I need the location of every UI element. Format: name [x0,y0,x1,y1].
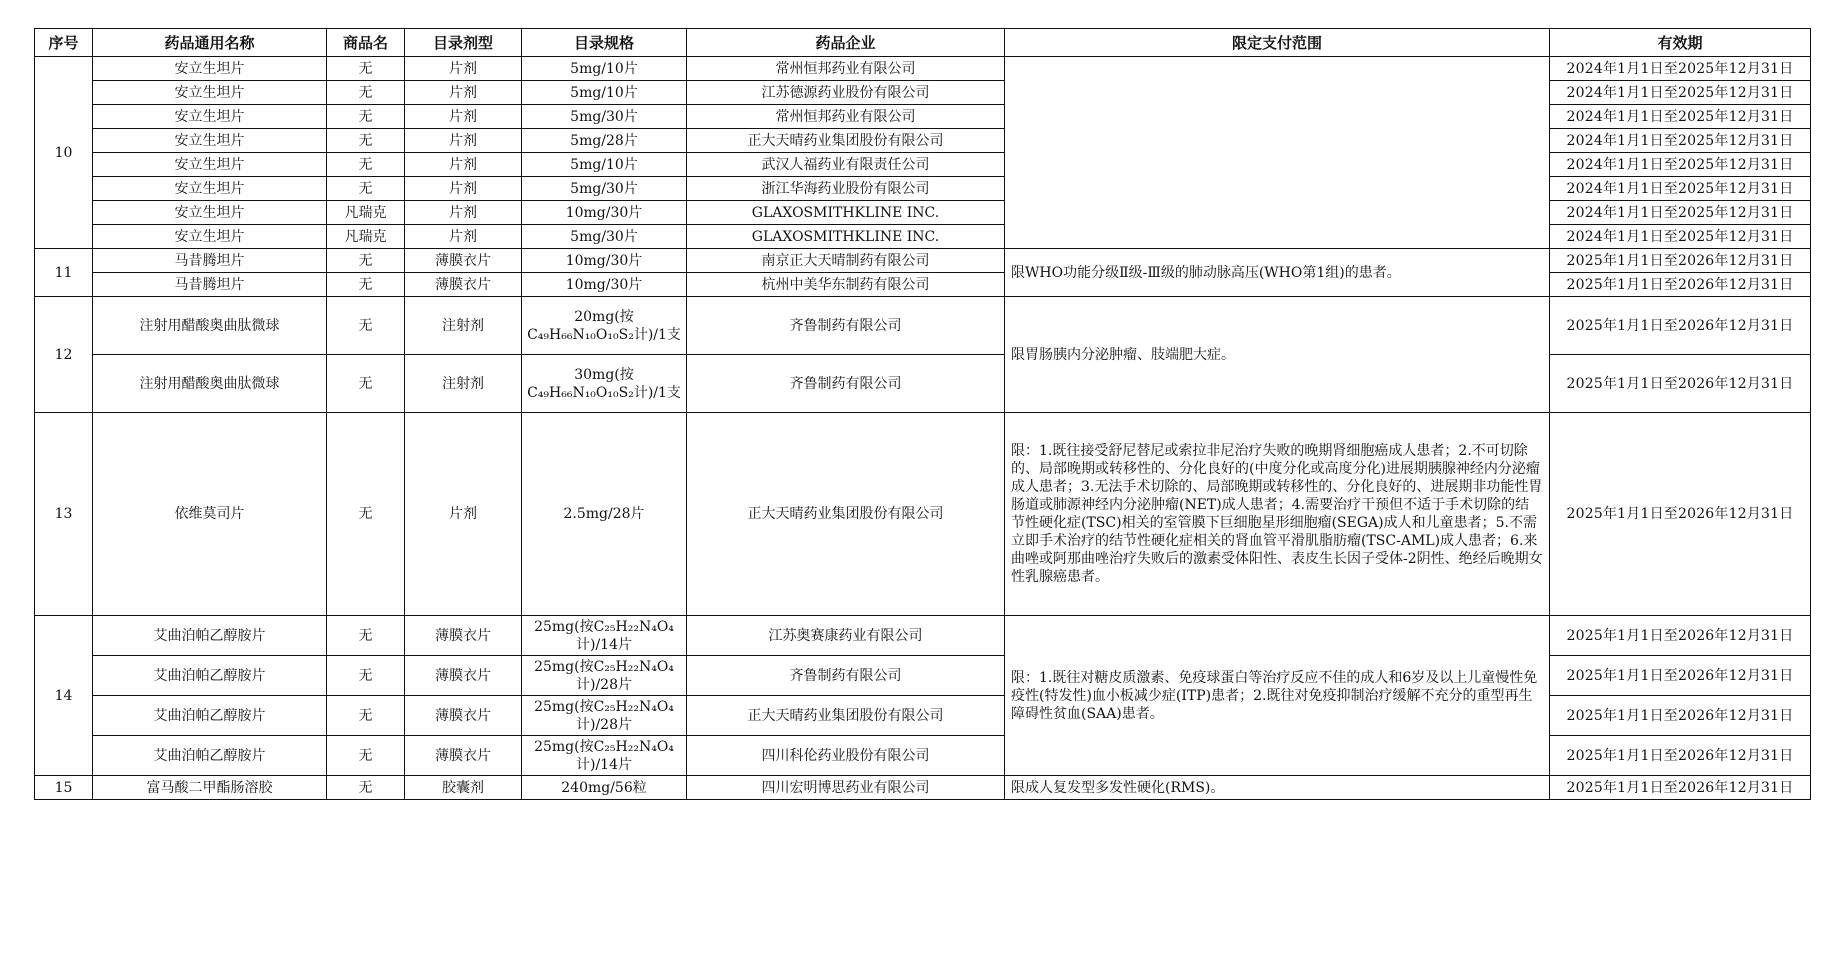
generic-name-cell: 富马酸二甲酯肠溶胶 [93,776,327,800]
table-row [35,776,1811,800]
company-cell: 浙江华海药业股份有限公司 [687,177,1005,201]
validity-cell: 2024年1月1日至2025年12月31日 [1550,105,1811,129]
dosage-form-cell: 薄膜衣片 [405,273,522,297]
header-dosage-form: 目录剂型 [405,29,522,57]
validity-cell: 2025年1月1日至2026年12月31日 [1550,355,1811,413]
spec-cell: 25mg(按C₂₅H₂₂N₄O₄计)/14片 [522,736,687,776]
table-row [35,249,1811,273]
brand-name-cell: 无 [327,129,405,153]
company-cell: 南京正大天晴制药有限公司 [687,249,1005,273]
validity-cell: 2025年1月1日至2026年12月31日 [1550,696,1811,736]
header-validity: 有效期 [1550,29,1811,57]
company-cell: 江苏德源药业股份有限公司 [687,81,1005,105]
validity-cell: 2025年1月1日至2026年12月31日 [1550,616,1811,656]
company-cell: GLAXOSMITHKLINE INC. [687,201,1005,225]
dosage-form-cell: 片剂 [405,225,522,249]
spec-cell: 240mg/56粒 [522,776,687,800]
generic-name-cell: 安立生坦片 [93,57,327,81]
validity-cell: 2024年1月1日至2025年12月31日 [1550,153,1811,177]
brand-name-cell: 凡瑞克 [327,225,405,249]
generic-name-cell: 安立生坦片 [93,105,327,129]
brand-name-cell: 无 [327,696,405,736]
brand-name-cell: 无 [327,177,405,201]
spec-cell: 5mg/10片 [522,57,687,81]
dosage-form-cell: 薄膜衣片 [405,249,522,273]
dosage-form-cell: 薄膜衣片 [405,736,522,776]
brand-name-cell: 无 [327,297,405,355]
generic-name-cell: 依维莫司片 [93,413,327,616]
header-payment-limit: 限定支付范围 [1005,29,1550,57]
spec-cell: 10mg/30片 [522,273,687,297]
header-generic-name: 药品通用名称 [93,29,327,57]
brand-name-cell: 无 [327,57,405,81]
validity-cell: 2024年1月1日至2025年12月31日 [1550,81,1811,105]
spec-cell: 30mg(按C₄₉H₆₆N₁₀O₁₀S₂计)/1支 [522,355,687,413]
generic-name-cell: 马昔腾坦片 [93,249,327,273]
company-cell: 常州恒邦药业有限公司 [687,105,1005,129]
dosage-form-cell: 片剂 [405,153,522,177]
header-spec: 目录规格 [522,29,687,57]
brand-name-cell: 无 [327,273,405,297]
dosage-form-cell: 片剂 [405,57,522,81]
validity-cell: 2025年1月1日至2026年12月31日 [1550,249,1811,273]
dosage-form-cell: 片剂 [405,201,522,225]
generic-name-cell: 安立生坦片 [93,153,327,177]
spec-cell: 25mg(按C₂₅H₂₂N₄O₄计)/28片 [522,656,687,696]
company-cell: 正大天晴药业集团股份有限公司 [687,413,1005,616]
brand-name-cell: 凡瑞克 [327,201,405,225]
header-brand-name: 商品名 [327,29,405,57]
spec-cell: 5mg/30片 [522,177,687,201]
brand-name-cell: 无 [327,153,405,177]
seq-cell: 12 [35,297,93,413]
dosage-form-cell: 薄膜衣片 [405,616,522,656]
spec-cell: 25mg(按C₂₅H₂₂N₄O₄计)/28片 [522,696,687,736]
payment-limit-cell [1005,57,1550,249]
brand-name-cell: 无 [327,81,405,105]
company-cell: 齐鲁制药有限公司 [687,297,1005,355]
company-cell: GLAXOSMITHKLINE INC. [687,225,1005,249]
validity-cell: 2024年1月1日至2025年12月31日 [1550,57,1811,81]
table-row [35,616,1811,656]
brand-name-cell: 无 [327,249,405,273]
seq-cell: 14 [35,616,93,776]
dosage-form-cell: 注射剂 [405,297,522,355]
generic-name-cell: 安立生坦片 [93,201,327,225]
spec-cell: 5mg/28片 [522,129,687,153]
validity-cell: 2025年1月1日至2026年12月31日 [1550,776,1811,800]
company-cell: 齐鲁制药有限公司 [687,355,1005,413]
dosage-form-cell: 片剂 [405,413,522,616]
table-row [35,297,1811,355]
company-cell: 四川科伦药业股份有限公司 [687,736,1005,776]
company-cell: 常州恒邦药业有限公司 [687,57,1005,81]
brand-name-cell: 无 [327,616,405,656]
company-cell: 江苏奥赛康药业有限公司 [687,616,1005,656]
spec-cell: 10mg/30片 [522,201,687,225]
company-cell: 正大天晴药业集团股份有限公司 [687,696,1005,736]
spec-cell: 2.5mg/28片 [522,413,687,616]
generic-name-cell: 注射用醋酸奥曲肽微球 [93,355,327,413]
seq-cell: 15 [35,776,93,800]
payment-limit-cell: 限胃肠胰内分泌肿瘤、肢端肥大症。 [1005,297,1550,413]
spec-cell: 20mg(按C₄₉H₆₆N₁₀O₁₀S₂计)/1支 [522,297,687,355]
table-header-row [35,29,1811,57]
validity-cell: 2024年1月1日至2025年12月31日 [1550,225,1811,249]
generic-name-cell: 艾曲泊帕乙醇胺片 [93,616,327,656]
generic-name-cell: 艾曲泊帕乙醇胺片 [93,696,327,736]
payment-limit-cell: 限成人复发型多发性硬化(RMS)。 [1005,776,1550,800]
validity-cell: 2025年1月1日至2026年12月31日 [1550,413,1811,616]
table-body [35,57,1811,800]
dosage-form-cell: 片剂 [405,177,522,201]
company-cell: 齐鲁制药有限公司 [687,656,1005,696]
payment-limit-cell: 限：1.既往对糖皮质激素、免疫球蛋白等治疗反应不佳的成人和6岁及以上儿童慢性免疫性(特发性)血小板减少症(ITP)患者；2.既往对免疫抑制治疗缓解不充分的重型再生障碍性贫血(SAA)患者。 [1005,616,1550,776]
validity-cell: 2024年1月1日至2025年12月31日 [1550,201,1811,225]
spec-cell: 5mg/10片 [522,153,687,177]
generic-name-cell: 安立生坦片 [93,225,327,249]
validity-cell: 2025年1月1日至2026年12月31日 [1550,656,1811,696]
header-seq: 序号 [35,29,93,57]
validity-cell: 2025年1月1日至2026年12月31日 [1550,297,1811,355]
brand-name-cell: 无 [327,105,405,129]
validity-cell: 2025年1月1日至2026年12月31日 [1550,736,1811,776]
generic-name-cell: 艾曲泊帕乙醇胺片 [93,736,327,776]
seq-cell: 11 [35,249,93,297]
generic-name-cell: 安立生坦片 [93,129,327,153]
dosage-form-cell: 片剂 [405,105,522,129]
validity-cell: 2024年1月1日至2025年12月31日 [1550,129,1811,153]
brand-name-cell: 无 [327,413,405,616]
dosage-form-cell: 胶囊剂 [405,776,522,800]
company-cell: 正大天晴药业集团股份有限公司 [687,129,1005,153]
validity-cell: 2024年1月1日至2025年12月31日 [1550,177,1811,201]
dosage-form-cell: 注射剂 [405,355,522,413]
dosage-form-cell: 薄膜衣片 [405,696,522,736]
generic-name-cell: 注射用醋酸奥曲肽微球 [93,297,327,355]
table-row [35,413,1811,616]
dosage-form-cell: 片剂 [405,81,522,105]
spec-cell: 5mg/10片 [522,81,687,105]
header-company: 药品企业 [687,29,1005,57]
generic-name-cell: 艾曲泊帕乙醇胺片 [93,656,327,696]
spec-cell: 10mg/30片 [522,249,687,273]
generic-name-cell: 安立生坦片 [93,177,327,201]
company-cell: 四川宏明博思药业有限公司 [687,776,1005,800]
brand-name-cell: 无 [327,355,405,413]
drug-catalog-table [34,28,1811,800]
generic-name-cell: 马昔腾坦片 [93,273,327,297]
spec-cell: 5mg/30片 [522,225,687,249]
dosage-form-cell: 薄膜衣片 [405,656,522,696]
validity-cell: 2025年1月1日至2026年12月31日 [1550,273,1811,297]
brand-name-cell: 无 [327,776,405,800]
spec-cell: 25mg(按C₂₅H₂₂N₄O₄计)/14片 [522,616,687,656]
brand-name-cell: 无 [327,656,405,696]
payment-limit-cell: 限：1.既往接受舒尼替尼或索拉非尼治疗失败的晚期肾细胞癌成人患者；2.不可切除的、局部晚期或转移性的、分化良好的(中度分化或高度分化)进展期胰腺神经内分泌瘤成人患者；3.无法手术切除的、局部晚期或转移性的、分化良好的、进展期非功能性胃肠道或肺源神经内分泌肿瘤(NET)成人患者；4.需要治疗干预但不适于手术切除的结节性硬化症(TSC)相关的室管膜下巨细胞星形细胞瘤(SEGA)成人和儿童患者；5.不需立即手术治疗的结节性硬化症相关的肾血管平滑肌脂肪瘤(TSC-AML)成人患者；6.来曲唑或阿那曲唑治疗失败后的激素受体阳性、表皮生长因子受体-2阴性、绝经后晚期女性乳腺癌患者。 [1005,413,1550,616]
generic-name-cell: 安立生坦片 [93,81,327,105]
spec-cell: 5mg/30片 [522,105,687,129]
seq-cell: 13 [35,413,93,616]
table-row [35,57,1811,81]
payment-limit-cell: 限WHO功能分级Ⅱ级-Ⅲ级的肺动脉高压(WHO第1组)的患者。 [1005,249,1550,297]
company-cell: 武汉人福药业有限责任公司 [687,153,1005,177]
dosage-form-cell: 片剂 [405,129,522,153]
seq-cell: 10 [35,57,93,249]
brand-name-cell: 无 [327,736,405,776]
company-cell: 杭州中美华东制药有限公司 [687,273,1005,297]
